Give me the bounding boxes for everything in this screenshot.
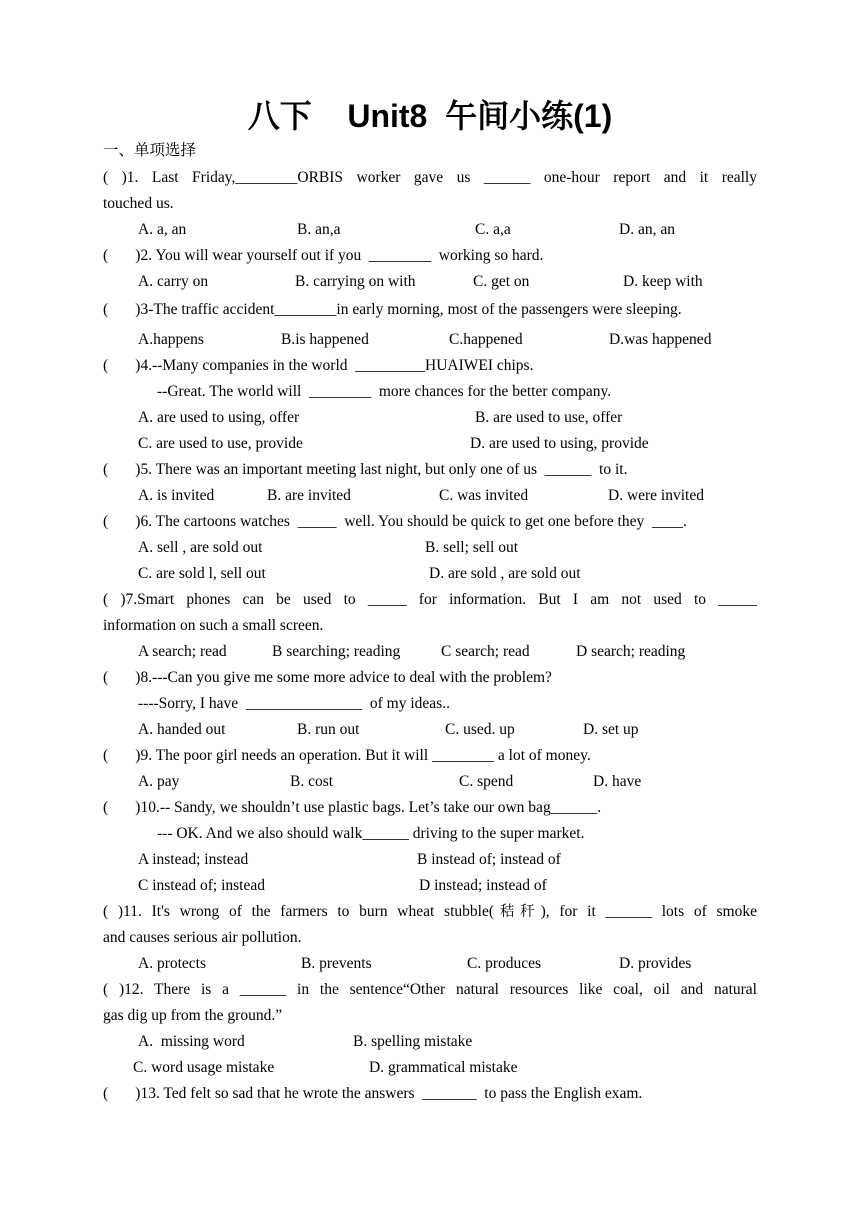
question-4-option-c: C. are used to use, provide [138, 435, 303, 452]
question-3-option-c: C.happened [449, 331, 523, 348]
section-heading: 一、单项选择 [103, 142, 197, 159]
question-12-option-a: A. missing word [138, 1033, 245, 1050]
question-12-option-b: B. spelling mistake [353, 1033, 473, 1050]
question-2-stem: ( )2. You will wear yourself out if you ________ working so hard. [103, 247, 544, 264]
question-7-option-a: A search; read [138, 643, 227, 660]
question-7-option-d: D search; reading [576, 643, 686, 660]
question-10-stem: ( )10.-- Sandy, we shouldn’t use plastic bags. Let’s take our own bag______. [103, 799, 602, 816]
question-6-option-a: A. sell , are sold out [138, 539, 263, 556]
question-11-text-start: ( )11. It's wrong of the farmers to burn wheat stubble( [103, 903, 494, 920]
question-9-option-c: C. spend [459, 773, 514, 790]
question-8-option-c: C. used. up [445, 721, 515, 738]
question-1-option-a: A. a, an [138, 221, 187, 238]
question-7-stem: ( )7.Smart phones can be used to _____ for information. But I am not used to _____ [103, 591, 757, 608]
question-5-option-c: C. was invited [439, 487, 529, 504]
question-3-option-b: B.is happened [281, 331, 369, 348]
question-1-option-d: D. an, an [619, 221, 675, 238]
question-5-option-b: B. are invited [267, 487, 351, 504]
question-11-option-c: C. produces [467, 955, 542, 972]
question-13-stem: ( )13. Ted felt so sad that he wrote the answers _______ to pass the English exam. [103, 1085, 643, 1102]
question-8-option-a: A. handed out [138, 721, 226, 738]
question-12-option-c: C. word usage mistake [133, 1059, 275, 1076]
question-7-option-b: B searching; reading [272, 643, 401, 660]
question-10-option-c: C instead of; instead [138, 877, 265, 894]
question-9-option-b: B. cost [290, 773, 334, 790]
question-5-stem: ( )5. There was an important meeting last night, but only one of us ______ to it. [103, 461, 628, 478]
question-3-option-d: D.was happened [609, 331, 712, 348]
question-9-option-a: A. pay [138, 773, 180, 790]
question-11-option-a: A. protects [138, 955, 207, 972]
question-6-stem: ( )6. The cartoons watches _____ well. You should be quick to get one before they ____. [103, 513, 687, 530]
question-8-option-d: D. set up [583, 721, 639, 738]
question-10-option-a: A instead; instead [138, 851, 249, 868]
question-10-option-b: B instead of; instead of [417, 851, 561, 868]
question-8-stem: ( )8.---Can you give me some more advice to deal with the problem? [103, 669, 552, 686]
question-4-option-d: D. are used to using, provide [470, 435, 649, 452]
question-11-option-d: D. provides [619, 955, 692, 972]
question-9-stem: ( )9. The poor girl needs an operation. But it will ________ a lot of money. [103, 747, 591, 764]
question-10-option-d: D instead; instead of [419, 877, 547, 894]
question-6-option-c: C. are sold l, sell out [138, 565, 266, 582]
question-2-option-c: C. get on [473, 273, 530, 290]
question-3-stem: ( )3-The traffic accident________in early morning, most of the passengers were sleeping. [103, 301, 682, 318]
question-7-option-c: C search; read [441, 643, 530, 660]
question-6-option-d: D. are sold , are sold out [429, 565, 581, 582]
question-4-option-a: A. are used to using, offer [138, 409, 300, 426]
question-12-stem: ( )12. There is a ______ in the sentence“Other natural resources like coal, oil and natural [103, 981, 757, 998]
question-11-chinese-gloss: 秸秆 [493, 904, 541, 920]
question-4-option-b: B. are used to use, offer [475, 409, 623, 426]
question-7-stem-cont: information on such a small screen. [103, 617, 324, 634]
question-2-option-d: D. keep with [623, 273, 703, 290]
question-4-stem-cont: --Great. The world will ________ more chances for the better company. [157, 383, 612, 400]
question-11-text-end: ), for it ______ lots of smoke [540, 903, 757, 920]
question-11-stem [103, 902, 757, 922]
question-10-stem-cont: --- OK. And we also should walk______ driving to the super market. [157, 825, 585, 842]
question-1-stem-cont: touched us. [103, 195, 174, 212]
question-6-option-b: B. sell; sell out [425, 539, 518, 556]
question-12-stem-cont: gas dig up from the ground.” [103, 1007, 283, 1024]
question-5-option-a: A. is invited [138, 487, 215, 504]
question-8-stem-cont: ----Sorry, I have _______________ of my ideas.. [138, 695, 450, 712]
question-1-option-b: B. an,a [297, 221, 341, 238]
question-9-option-d: D. have [593, 773, 642, 790]
question-5-option-d: D. were invited [608, 487, 704, 504]
question-12-option-d: D. grammatical mistake [369, 1059, 518, 1076]
question-3-option-a: A.happens [138, 331, 204, 348]
question-1-option-c: C. a,a [475, 221, 511, 238]
question-2-option-b: B. carrying on with [295, 273, 416, 290]
question-1-stem: ( )1. Last Friday,________ORBIS worker gave us ______ one-hour report and it really [103, 169, 757, 186]
question-11-stem-cont: and causes serious air pollution. [103, 929, 302, 946]
page-title: 八下 Unit8 午间小练(1) [247, 98, 613, 134]
question-2-option-a: A. carry on [138, 273, 209, 290]
question-8-option-b: B. run out [297, 721, 360, 738]
question-4-stem: ( )4.--Many companies in the world _________HUAIWEI chips. [103, 357, 534, 374]
question-11-option-b: B. prevents [301, 955, 372, 972]
